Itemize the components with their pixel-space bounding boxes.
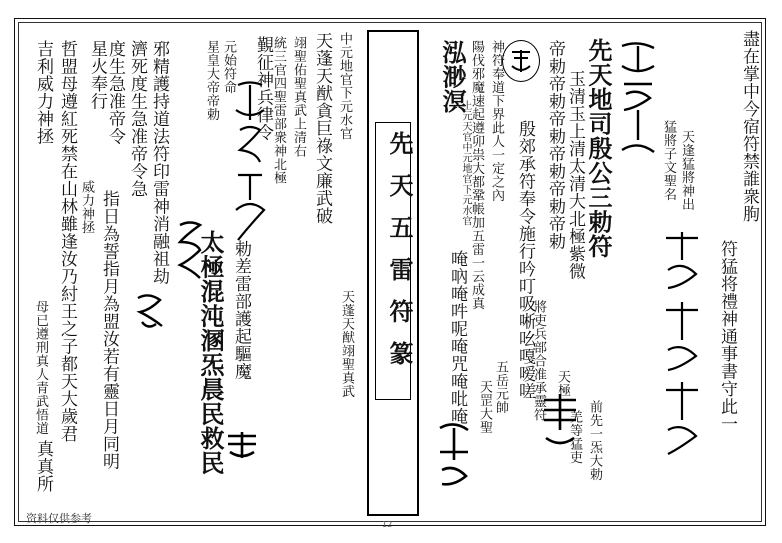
text-column: 天極: [555, 370, 570, 397]
text-column: 威力神拯: [79, 180, 94, 234]
text-column: 勅差雷部護起驅魔: [231, 240, 251, 380]
text-column: 神符奉道下界此人一定之內: [489, 40, 504, 202]
text-column: 玉清玉上清太清大北極紫微: [565, 70, 585, 280]
text-column: 母已遵刑真人青武悟道: [33, 300, 48, 435]
text-column: 猛將子文聖名: [661, 120, 676, 201]
text-column: 度生急准帝令: [105, 40, 125, 145]
center-title-frame: [375, 122, 414, 400]
text-column: 覲征神兵律令: [253, 36, 273, 141]
talisman-glyph-icon: [616, 40, 660, 160]
text-column: 天逢猛將神出: [679, 130, 694, 211]
text-column: 帝勅帝勅帝勅帝勅帝勅帝勅: [545, 40, 565, 250]
text-column: 星火奉行: [87, 40, 107, 110]
footer-note: 资料仅供参考: [26, 512, 92, 525]
text-column: 上元天官中元地官下元水官: [460, 100, 471, 226]
talisman-glyph-icon: [224, 430, 260, 462]
text-column: 翊聖佑聖真武上清右: [291, 36, 306, 158]
text-column: 指日為誓指月為盟汝若有靈日月同明: [99, 190, 119, 470]
text-column: 先天地司殷公三勅符: [584, 38, 613, 259]
text-column: 中元地官下元水官: [337, 32, 352, 140]
text-column: 哲盟母遵紅死禁在山林雖逢: [57, 40, 77, 250]
talisman-glyph-icon: [132, 292, 166, 332]
talisman-glyph-icon: [540, 390, 580, 450]
text-column: 太極混沌溷炁晨民救民: [196, 230, 225, 475]
talisman-glyph-icon: [176, 220, 204, 280]
talisman-glyph-icon: [436, 420, 472, 490]
text-column: 汝乃紂王之子都天大歲君: [57, 250, 77, 443]
text-column: 將吏兵部合准承靈符: [531, 300, 546, 422]
center-title-panel: [367, 30, 419, 516]
text-column: 吉利威力神拯: [33, 40, 53, 145]
talisman-glyph-icon: [660, 230, 704, 460]
text-column: 統三官四聖雷部衆神北極: [271, 36, 286, 185]
text-column: 前先一炁大勅: [587, 400, 602, 481]
text-column: 真真所: [33, 440, 53, 493]
text-column: 唵吶唵吽呢唵咒唵吡唵: [447, 250, 467, 425]
text-column: 羌等猛吏: [567, 410, 582, 464]
seal-glyph-icon: [508, 46, 534, 76]
text-column: 星皇大帝帝勅: [204, 40, 219, 121]
text-column: 殷郊承符奉令施行吟叮吸唽吆嘎嗳嗟: [515, 120, 535, 400]
text-column: 天蓬天猷翊聖真武: [339, 290, 354, 398]
talisman-glyph-icon: [230, 80, 270, 250]
seal-badge: [502, 40, 540, 82]
text-column: 濟死度生急准帝令急: [127, 40, 147, 198]
text-column: 符猛将禮神通事書守此一: [717, 240, 737, 433]
text-column: 邪精護持道法符印雷神消融祖劫: [149, 40, 169, 285]
page-number: 12: [382, 520, 393, 529]
center-title: 先天五雷符篆: [385, 131, 414, 383]
text-column: 盡在掌中今宿符禁誰衆朐: [739, 30, 759, 223]
text-column: 泓渺溟: [438, 40, 467, 114]
text-column: 五岳元帥: [493, 360, 508, 414]
text-column: 天罡大聖: [477, 380, 492, 434]
text-column: 元始符命: [221, 40, 236, 94]
text-column: 天蓬天猷貪巨祿文廉武破: [312, 32, 332, 225]
text-column: 陽伐邪魔速起遵卯祟大都鞏帳加五雷一云成真: [469, 40, 484, 310]
